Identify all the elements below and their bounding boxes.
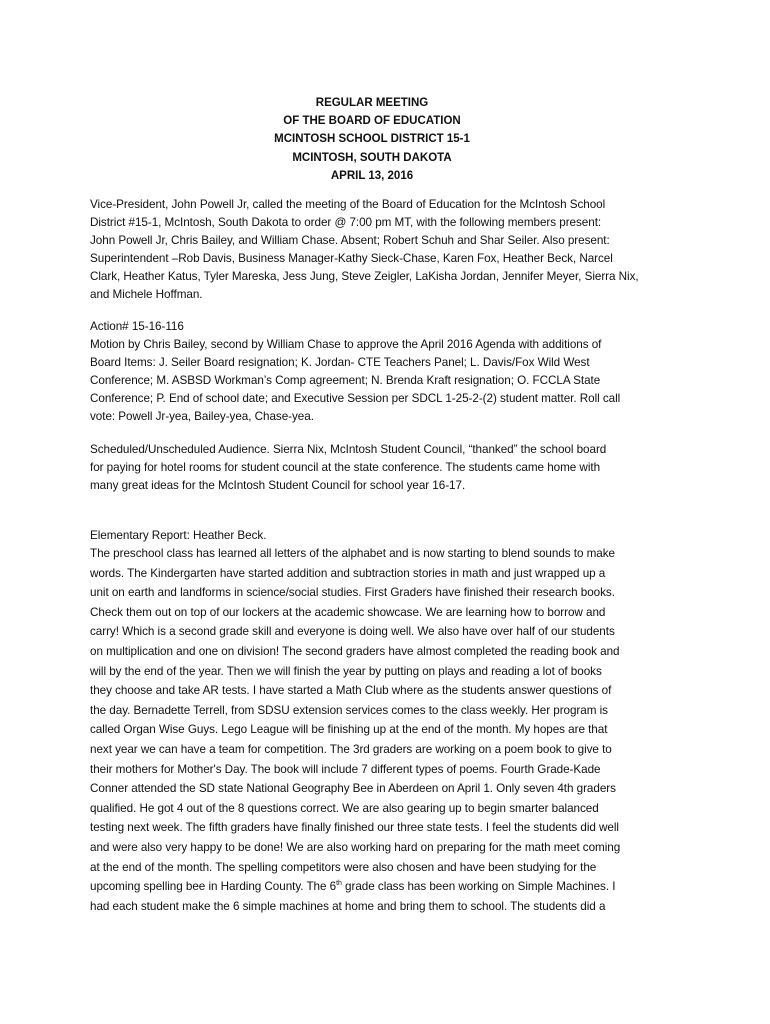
elementary-heading: Elementary Report: Heather Beck. bbox=[90, 529, 267, 542]
report-line: next year we can have a team for competition. The 3rd graders are working on a poem book to give to bbox=[90, 742, 612, 756]
report-line: Check them out on top of our lockers at the academic showcase. We are learning how to borrow and bbox=[90, 605, 606, 619]
elementary-report bbox=[90, 544, 690, 916]
report-line: testing next week. The fifth graders have finally finished our three state tests. I feel the students did well bbox=[90, 821, 619, 835]
report-line: on multiplication and one on division! The second graders have almost completed the reading book and bbox=[90, 644, 620, 658]
report-line: had each student make the 6 simple machines at home and bring them to school. The students did a bbox=[90, 899, 606, 913]
header-board: OF THE BOARD OF EDUCATION bbox=[283, 115, 461, 128]
report-line: their mothers for Mother's Day. The book will include 7 different types of poems. Fourth Grade-Kade bbox=[90, 762, 601, 776]
report-line: words. The Kindergarten have started addition and subtraction stories in math and just wrapped up a bbox=[90, 566, 606, 580]
header-district: MCINTOSH SCHOOL DISTRICT 15-1 bbox=[274, 133, 470, 146]
paragraph-line: District #15-1, McIntosh, South Dakota to order @ 7:00 pm MT, with the following members present: bbox=[90, 216, 602, 230]
report-line: unit on earth and landforms in science/social studies. First Graders have finished their research books. bbox=[90, 586, 615, 600]
report-text: grade class has been working on Simple Machines. I bbox=[341, 880, 616, 894]
report-line: The preschool class has learned all letters of the alphabet and is now starting to blend sounds to make bbox=[90, 547, 616, 560]
report-line bbox=[90, 877, 690, 897]
paragraph-line: Scheduled/Unscheduled Audience. Sierra Nix, McIntosh Student Council, “thanked” the school board bbox=[90, 443, 607, 456]
paragraph-line: vote: Powell Jr-yea, Bailey-yea, Chase-yea. bbox=[90, 410, 314, 424]
paragraph-line: and Michele Hoffman. bbox=[90, 288, 203, 302]
report-line: carry! Which is a second grade skill and everyone is doing well. We also have over half of our students bbox=[90, 625, 615, 639]
paragraph-line: Conference; P. End of school date; and Executive Session per SDCL 1-25-2-(2) student matter. Roll call bbox=[90, 392, 621, 406]
paragraph-line: many great ideas for the McIntosh Student Council for school year 16-17. bbox=[90, 479, 466, 493]
paragraph-line: John Powell Jr, Chris Bailey, and William Chase. Absent; Robert Schuh and Shar Seiler. Also present: bbox=[90, 234, 610, 248]
report-line: Conner attended the SD state National Geography Bee in Aberdeen on April 1. Only seven 4th graders bbox=[90, 782, 616, 796]
audience-paragraph bbox=[90, 441, 690, 495]
report-line: will by the end of the year. Then we will finish the year by putting on plays and reading a lot of books bbox=[90, 664, 602, 678]
header-title: REGULAR MEETING bbox=[315, 97, 429, 109]
report-line: the day. Bernadette Terrell, from SDSU extension services comes to the class weekly. Her program is bbox=[90, 703, 608, 717]
report-text: upcoming spelling bee in Harding County. The 6 bbox=[90, 880, 337, 894]
report-line: they choose and take AR tests. I have started a Math Club where as the students answer questions of bbox=[90, 684, 612, 698]
paragraph-line: Clark, Heather Katus, Tyler Mareska, Jess Jung, Steve Zeigler, LaKisha Jordan, Jennifer Meyer, Sierra Nix, bbox=[90, 270, 639, 284]
report-line: qualified. He got 4 out of the 8 questions correct. We are also gearing up to begin smarter balanced bbox=[90, 801, 599, 815]
paragraph-line: Conference; M. ASBSD Workman’s Comp agreement; N. Brenda Kraft resignation; O. FCCLA State bbox=[90, 374, 601, 388]
report-line: and were also very happy to be done! We are also working hard on preparing for the math meet coming bbox=[90, 840, 621, 854]
report-line: at the end of the month. The spelling competitors were also chosen and have been studying for the bbox=[90, 860, 597, 874]
document-header bbox=[0, 94, 744, 185]
paragraph-line: Motion by Chris Bailey, second by William Chase to approve the April 2016 Agenda with additions of bbox=[90, 338, 602, 352]
action-number: Action# 15-16-116 bbox=[90, 320, 184, 333]
header-location: MCINTOSH, SOUTH DAKOTA bbox=[292, 151, 452, 164]
ordinal-suffix: th bbox=[336, 880, 342, 888]
paragraph-line: Superintendent –Rob Davis, Business Manager-Kathy Sieck-Chase, Karen Fox, Heather Beck, Narcel bbox=[90, 252, 613, 266]
paragraph-line: Vice-President, John Powell Jr, called the meeting of the Board of Education for the McIntosh School bbox=[90, 198, 606, 211]
intro-paragraph bbox=[90, 196, 690, 305]
header-date: APRIL 13, 2016 bbox=[330, 169, 414, 182]
action-paragraph bbox=[90, 318, 690, 427]
paragraph-line: for paying for hotel rooms for student council at the state conference. The students came home with bbox=[90, 461, 601, 475]
paragraph-line: Board Items: J. Seiler Board resignation; K. Jordan- CTE Teachers Panel; L. Davis/Fox Wild West bbox=[90, 356, 590, 370]
report-line: called Organ Wise Guys. Lego League will be finishing up at the end of the month. My hopes are that bbox=[90, 723, 608, 737]
